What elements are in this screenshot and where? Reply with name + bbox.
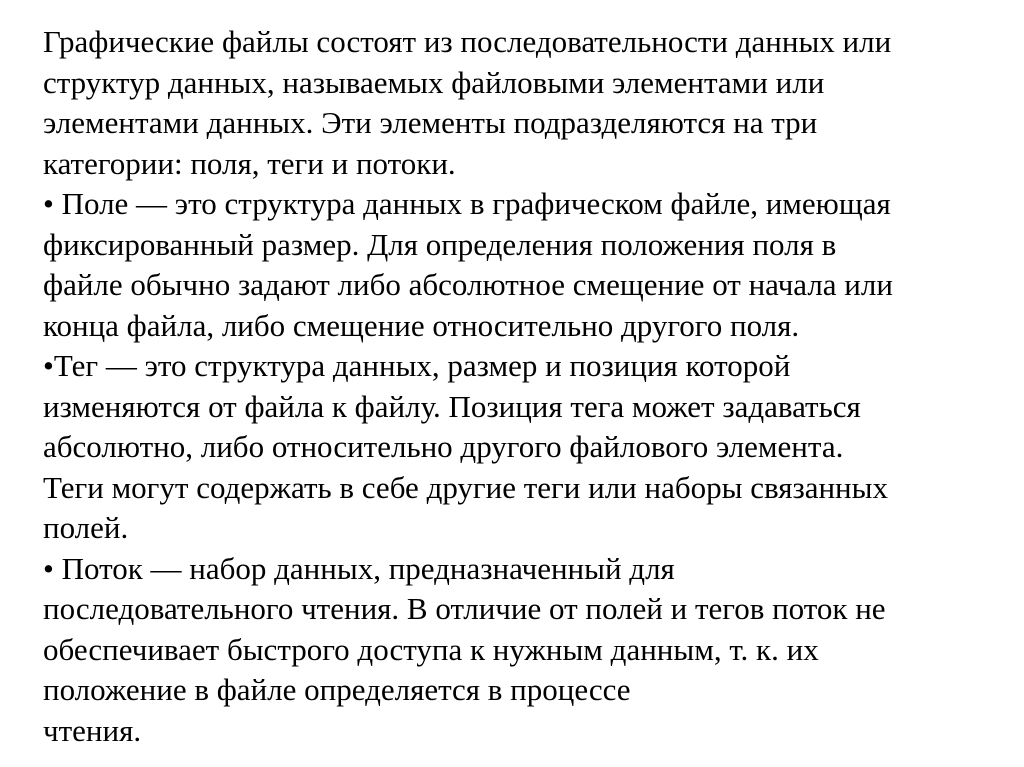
text-line: Теги могут содержать в себе другие теги или наборы связанных (43, 469, 888, 505)
text-line: файле обычно задают либо абсолютное смещение от начала или (43, 267, 893, 302)
text-line: полей. (43, 510, 129, 545)
body-text (43, 22, 1003, 751)
text-line: элементами данных. Эти элементы подразделяются на три (43, 105, 818, 140)
text-line: обеспечивает быстрого доступа к нужным данным, т. к. их (43, 631, 819, 667)
text-line: категории: поля, теги и потоки. (43, 145, 456, 181)
bullet-tag-line: •Тег — это структура данных, размер и позиция которой (43, 348, 791, 383)
text-line: чтения. (43, 712, 142, 748)
text-line: конца файла, либо смещение относительно другого поля. (43, 307, 800, 343)
text-line: фиксированный размер. Для определения положения поля в (43, 226, 837, 262)
text-line: последовательного чтения. В отличие от полей и тегов поток не (43, 591, 886, 626)
text-line: структур данных, называемых файловыми элементами или (43, 64, 825, 100)
text-line: положение в файле определяется в процессе (43, 672, 631, 707)
bullet-stream-line: • Поток — набор данных, предназначенный для (43, 550, 675, 586)
text-line: изменяются от файла к файлу. Позиция тега может задаваться (43, 388, 861, 424)
bullet-field-line: • Поле — это структура данных в графическом файле, имеющая (43, 186, 891, 221)
text-line: Графические файлы состоят из последовательности данных или (43, 24, 892, 59)
text-line: абсолютно, либо относительно другого файлового элемента. (43, 429, 844, 464)
